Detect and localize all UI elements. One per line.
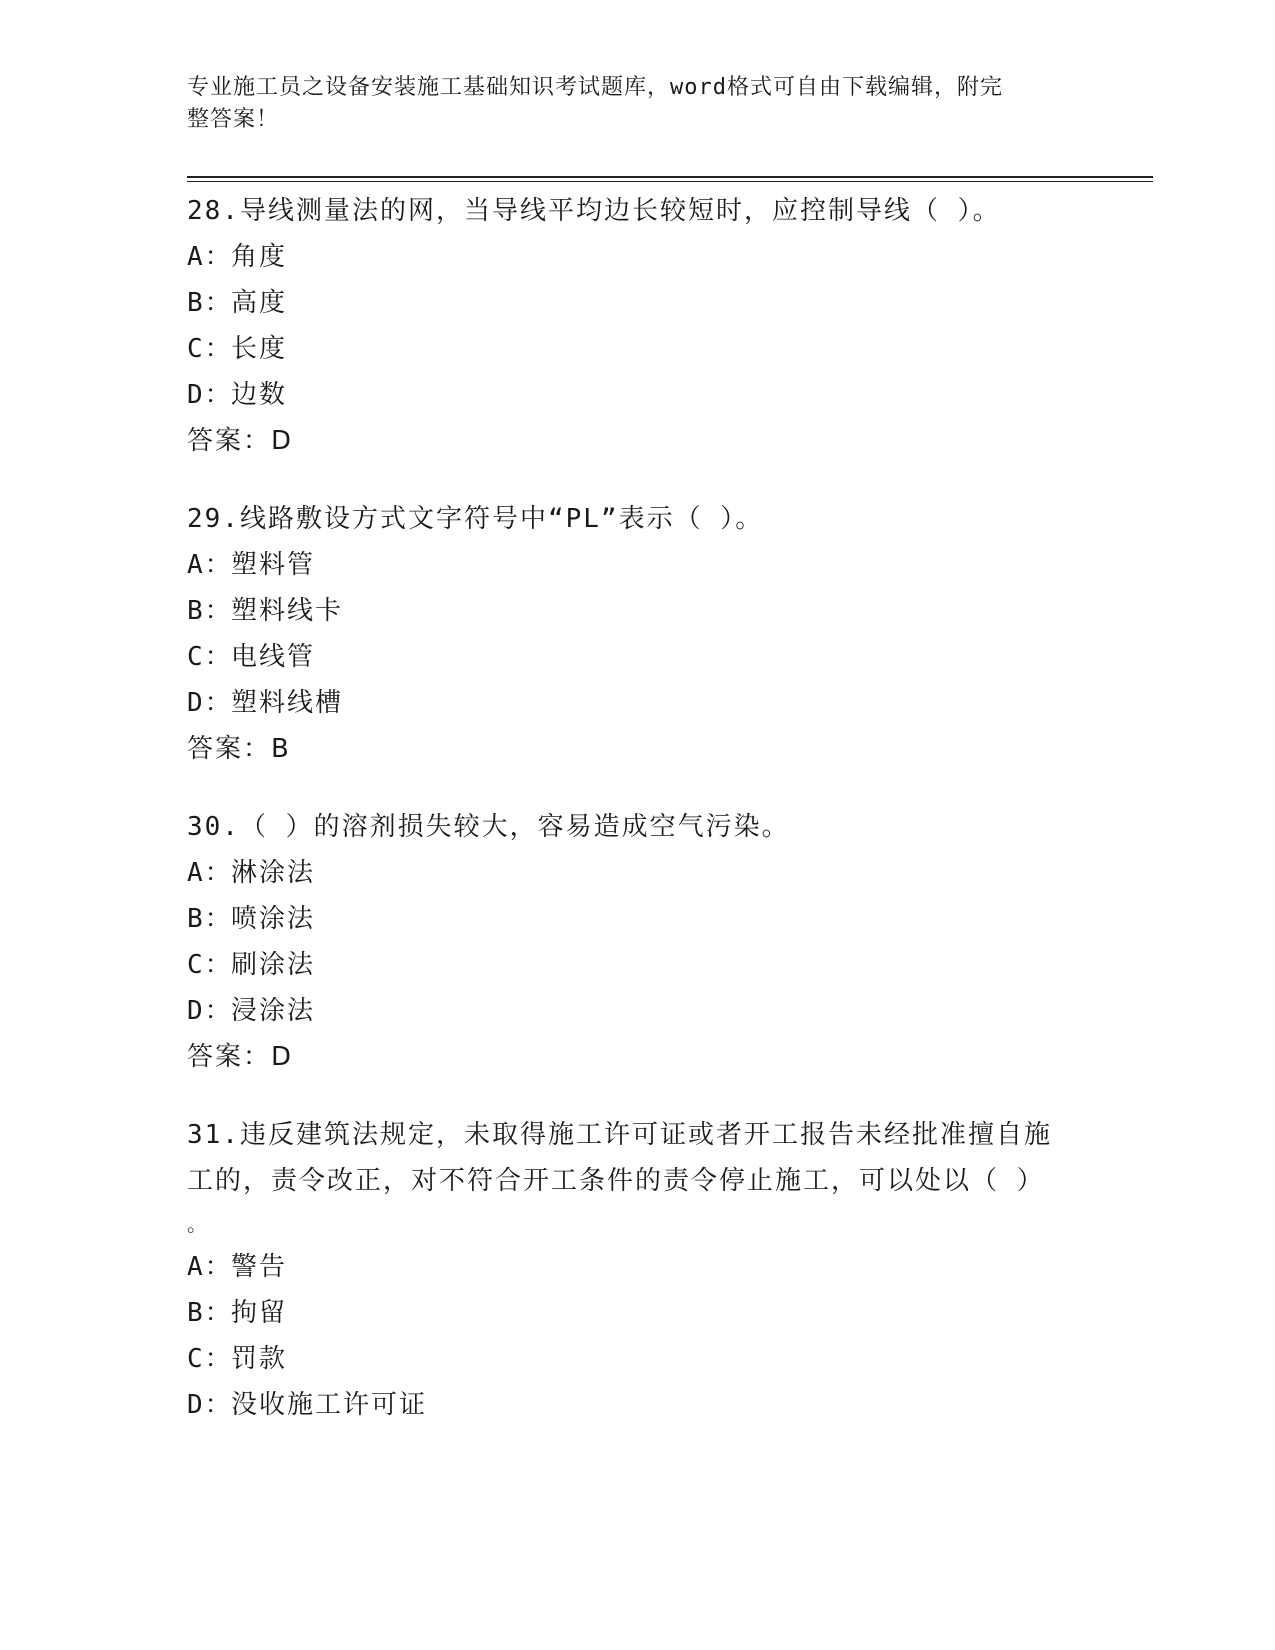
option-c <box>187 326 1087 372</box>
question-30 <box>187 804 1087 1080</box>
option-c <box>187 634 1087 680</box>
option-text: 角度 <box>231 242 288 272</box>
option-key: D： <box>187 688 233 718</box>
option-text: 塑料线卡 <box>231 596 344 626</box>
option-c <box>187 942 1087 988</box>
option-key: B： <box>187 1298 233 1328</box>
option-text: 没收施工许可证 <box>231 1390 428 1420</box>
option-key: D： <box>187 380 233 410</box>
option-text: 淋涂法 <box>231 858 316 888</box>
option-key: B： <box>187 288 233 318</box>
option-text: 拘留 <box>231 1298 288 1328</box>
header-line-2: 整答案！ <box>187 107 280 132</box>
question-28 <box>187 188 1087 464</box>
question-stem: 28.导线测量法的网，当导线平均边长较短时，应控制导线（ ）。 <box>187 196 1001 226</box>
question-list <box>187 188 1087 1460</box>
option-key: A： <box>187 242 233 272</box>
option-text: 罚款 <box>231 1344 288 1374</box>
question-29 <box>187 496 1087 772</box>
option-c <box>187 1336 1087 1382</box>
header-divider-thick <box>187 176 1153 178</box>
option-key: A： <box>187 858 233 888</box>
option-b <box>187 280 1087 326</box>
option-b <box>187 896 1087 942</box>
option-key: D： <box>187 1390 233 1420</box>
option-key: C： <box>187 642 233 672</box>
option-key: C： <box>187 1344 233 1374</box>
option-a <box>187 1244 1087 1290</box>
option-text: 浸涂法 <box>231 996 316 1026</box>
question-stem: 30.（ ）的溶剂损失较大，容易造成空气污染。 <box>187 812 790 842</box>
answer-line: 答案：B <box>187 734 291 764</box>
option-key: A： <box>187 550 233 580</box>
header-divider-thin <box>187 181 1153 182</box>
option-d <box>187 1382 1087 1428</box>
option-d <box>187 988 1087 1034</box>
option-text: 刷涂法 <box>231 950 316 980</box>
option-d <box>187 372 1087 418</box>
option-text: 边数 <box>231 380 288 410</box>
question-31 <box>187 1112 1087 1428</box>
option-key: A： <box>187 1252 233 1282</box>
option-b <box>187 1290 1087 1336</box>
header-line-1: 专业施工员之设备安装施工基础知识考试题库，word格式可自由下载编辑，附完 <box>187 75 1003 100</box>
option-text: 喷涂法 <box>231 904 316 934</box>
answer-line: 答案：D <box>187 426 294 456</box>
option-text: 警告 <box>231 1252 288 1282</box>
option-text: 高度 <box>231 288 288 318</box>
option-text: 塑料线槽 <box>231 688 344 718</box>
document-header <box>187 72 1067 136</box>
option-key: C： <box>187 950 233 980</box>
answer-line: 答案：D <box>187 1042 294 1072</box>
option-d <box>187 680 1087 726</box>
option-text: 塑料管 <box>231 550 316 580</box>
option-a <box>187 542 1087 588</box>
option-key: B： <box>187 596 233 626</box>
option-text: 电线管 <box>231 642 316 672</box>
option-key: D： <box>187 996 233 1026</box>
question-stem-line-3: 。 <box>187 1212 209 1236</box>
option-a <box>187 850 1087 896</box>
question-stem: 29.线路敷设方式文字符号中“PL”表示（ ）。 <box>187 504 764 534</box>
question-stem-line-1: 31.违反建筑法规定，未取得施工许可证或者开工报告未经批准擅自施 <box>187 1120 1052 1150</box>
option-b <box>187 588 1087 634</box>
option-a <box>187 234 1087 280</box>
option-key: B： <box>187 904 233 934</box>
option-text: 长度 <box>231 334 288 364</box>
option-key: C： <box>187 334 233 364</box>
question-stem-line-2: 工的，责令改正，对不符合开工条件的责令停止施工，可以处以（ ） <box>187 1166 1045 1196</box>
